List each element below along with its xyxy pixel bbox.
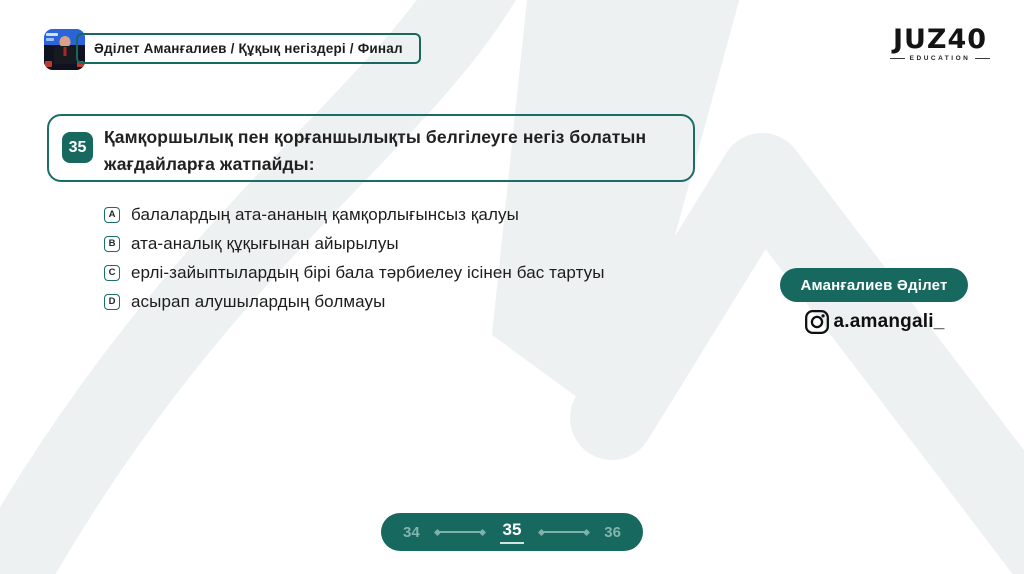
header-title-badge (76, 33, 421, 64)
question-number-badge: 35 (62, 132, 93, 163)
pagination-bar (381, 513, 643, 551)
brand-logo-subtext: EDUCATION (909, 55, 971, 62)
instagram-icon (804, 309, 830, 335)
header-title-text: Әділет Аманғалиев / Құқық негіздері / Финал (94, 41, 403, 56)
options-list (104, 203, 605, 313)
brand-logo-text: JUZ40 (892, 24, 988, 55)
option-c (104, 261, 605, 284)
question-box (47, 114, 695, 182)
pagination-current[interactable]: 35 (500, 520, 525, 544)
pagination-next[interactable]: 36 (604, 523, 621, 541)
option-c-text: ерлі-зайыптылардың бірі бала тәрбиелеу ісінен бас тартуы (131, 262, 605, 282)
option-b (104, 232, 605, 255)
question-text: Қамқоршылық пен қорғаншылықты белгілеуге негіз болатын жағдайларға жатпайды: (104, 127, 647, 174)
brand-logo (890, 26, 990, 62)
author-name-button[interactable] (780, 268, 968, 302)
connector-line-icon (539, 530, 589, 535)
option-a-letter-badge: A (104, 207, 120, 223)
option-d-text: асырап алушылардың болмауы (131, 291, 386, 311)
option-a-text: балалардың ата-ананың қамқорлығынсыз қалуы (131, 204, 519, 224)
option-c-letter-badge: C (104, 265, 120, 281)
connector-line-icon (435, 530, 485, 535)
instagram-handle: a.amangali_ (833, 311, 945, 332)
option-d-letter-badge: D (104, 294, 120, 310)
option-d (104, 290, 605, 313)
logo-right-dash (975, 58, 990, 59)
option-a (104, 203, 605, 226)
option-b-letter-badge: B (104, 236, 120, 252)
logo-left-dash (890, 58, 905, 59)
pagination-prev[interactable]: 34 (403, 523, 420, 541)
author-name-label: Аманғалиев Әділет (800, 276, 948, 294)
instagram-link[interactable] (780, 306, 968, 338)
option-b-text: ата-аналық құқығынан айырылуы (131, 233, 399, 253)
